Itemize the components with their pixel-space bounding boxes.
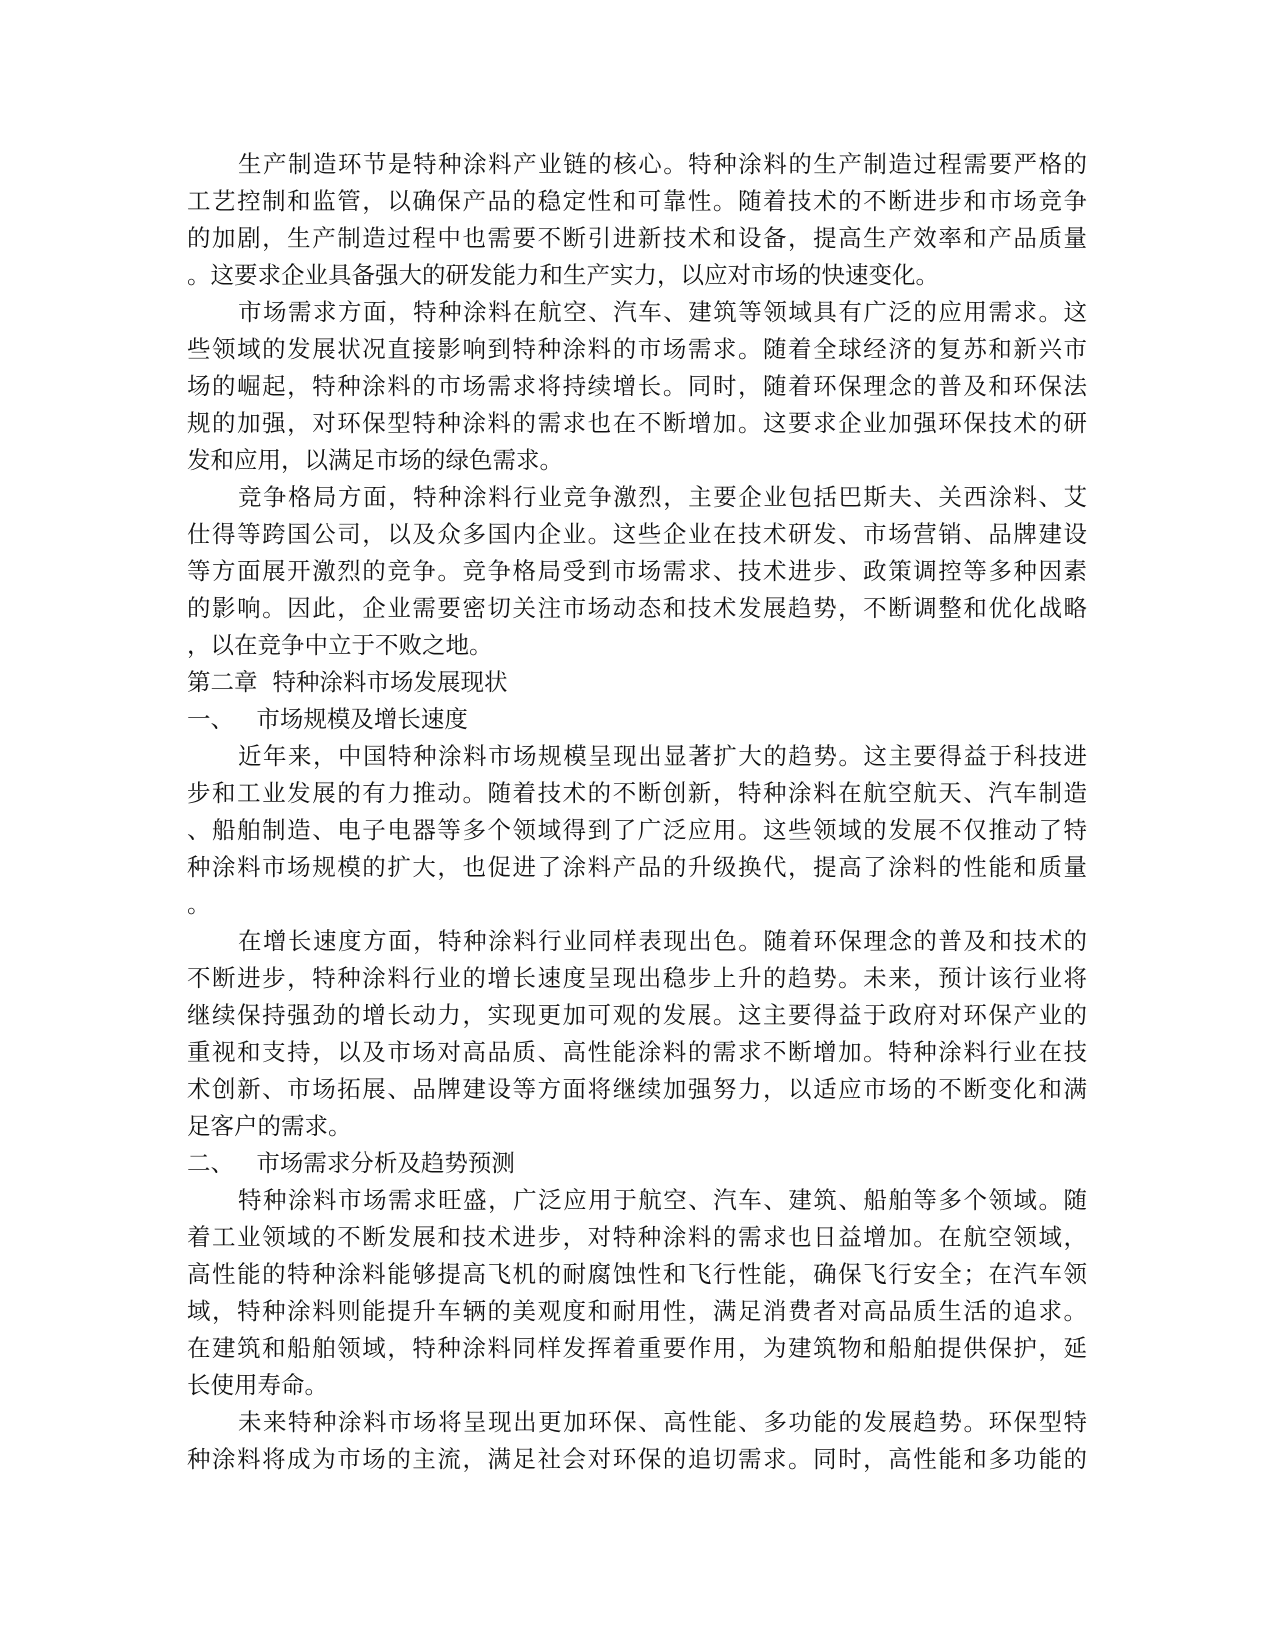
paragraph-line: 术创新、市场拓展、品牌建设等方面将继续加强努力，以适应市场的不断变化和满 <box>187 1075 1087 1103</box>
section-heading: 二、 市场需求分析及趋势预测 <box>187 1149 515 1177</box>
paragraph-line: 种涂料将成为市场的主流，满足社会对环保的追切需求。同时，高性能和多功能的 <box>187 1445 1087 1473</box>
paragraph-line: 高性能的特种涂料能够提高飞机的耐腐蚀性和飞行性能，确保飞行安全；在汽车领 <box>187 1260 1087 1288</box>
paragraph-line: 竞争格局方面，特种涂料行业竞争激烈，主要企业包括巴斯夫、关西涂料、艾 <box>238 483 1087 511</box>
paragraph-line: 足客户的需求。 <box>187 1112 352 1140</box>
paragraph-line: 未来特种涂料市场将呈现出更加环保、高性能、多功能的发展趋势。环保型特 <box>238 1408 1087 1436</box>
paragraph-line: 发和应用，以满足市场的绿色需求。 <box>187 446 563 474</box>
paragraph-line: 仕得等跨国公司，以及众多国内企业。这些企业在技术研发、市场营销、品牌建设 <box>187 520 1087 548</box>
paragraph-line: 继续保持强劲的增长动力，实现更加可观的发展。这主要得益于政府对环保产业的 <box>187 1001 1087 1029</box>
paragraph-line: 步和工业发展的有力推动。随着技术的不断创新，特种涂料在航空航天、汽车制造 <box>187 779 1087 807</box>
paragraph-line: 在建筑和船舶领域，特种涂料同样发挥着重要作用，为建筑物和船舶提供保护，延 <box>187 1334 1087 1362</box>
paragraph-line: 市场需求方面，特种涂料在航空、汽车、建筑等领域具有广泛的应用需求。这 <box>238 298 1087 326</box>
paragraph-line: 着工业领域的不断发展和技术进步，对特种涂料的需求也日益增加。在航空领域， <box>187 1223 1087 1251</box>
paragraph-line: 。这要求企业具备强大的研发能力和生产实力，以应对市场的快速变化。 <box>187 261 939 289</box>
paragraph-line: 长使用寿命。 <box>187 1371 328 1399</box>
paragraph-line: 、船舶制造、电子电器等多个领域得到了广泛应用。这些领域的发展不仅推动了特 <box>187 816 1087 844</box>
paragraph-line: 些领域的发展状况直接影响到特种涂料的市场需求。随着全球经济的复苏和新兴市 <box>187 335 1087 363</box>
paragraph-line: 场的崛起，特种涂料的市场需求将持续增长。同时，随着环保理念的普及和环保法 <box>187 372 1087 400</box>
paragraph-line: 不断进步，特种涂料行业的增长速度呈现出稳步上升的趋势。未来，预计该行业将 <box>187 964 1087 992</box>
paragraph-line: 重视和支持，以及市场对高品质、高性能涂料的需求不断增加。特种涂料行业在技 <box>187 1038 1087 1066</box>
paragraph-line: 近年来，中国特种涂料市场规模呈现出显著扩大的趋势。这主要得益于科技进 <box>238 742 1087 770</box>
paragraph-line: 种涂料市场规模的扩大，也促进了涂料产品的升级换代，提高了涂料的性能和质量 <box>187 853 1087 881</box>
document-page <box>187 146 1087 1478</box>
paragraph-line: 特种涂料市场需求旺盛，广泛应用于航空、汽车、建筑、船舶等多个领域。随 <box>238 1186 1087 1214</box>
paragraph-line: 。 <box>187 890 211 918</box>
paragraph-line: 生产制造环节是特种涂料产业链的核心。特种涂料的生产制造过程需要严格的 <box>238 150 1087 178</box>
paragraph-line: 工艺控制和监管，以确保产品的稳定性和可靠性。随着技术的不断进步和市场竞争 <box>187 187 1087 215</box>
paragraph-line: 等方面展开激烈的竞争。竞争格局受到市场需求、技术进步、政策调控等多种因素 <box>187 557 1087 585</box>
paragraph-line: ，以在竞争中立于不败之地。 <box>187 631 493 659</box>
paragraph-line: 在增长速度方面，特种涂料行业同样表现出色。随着环保理念的普及和技术的 <box>238 927 1087 955</box>
paragraph-line: 的影响。因此，企业需要密切关注市场动态和技术发展趋势，不断调整和优化战略 <box>187 594 1087 622</box>
chapter-heading: 第二章 特种涂料市场发展现状 <box>187 668 508 696</box>
paragraph-line: 域，特种涂料则能提升车辆的美观度和耐用性，满足消费者对高品质生活的追求。 <box>187 1297 1087 1325</box>
section-heading: 一、 市场规模及增长速度 <box>187 705 468 733</box>
paragraph-line: 的加剧，生产制造过程中也需要不断引进新技术和设备，提高生产效率和产品质量 <box>187 224 1087 252</box>
paragraph-line: 规的加强，对环保型特种涂料的需求也在不断增加。这要求企业加强环保技术的研 <box>187 409 1087 437</box>
